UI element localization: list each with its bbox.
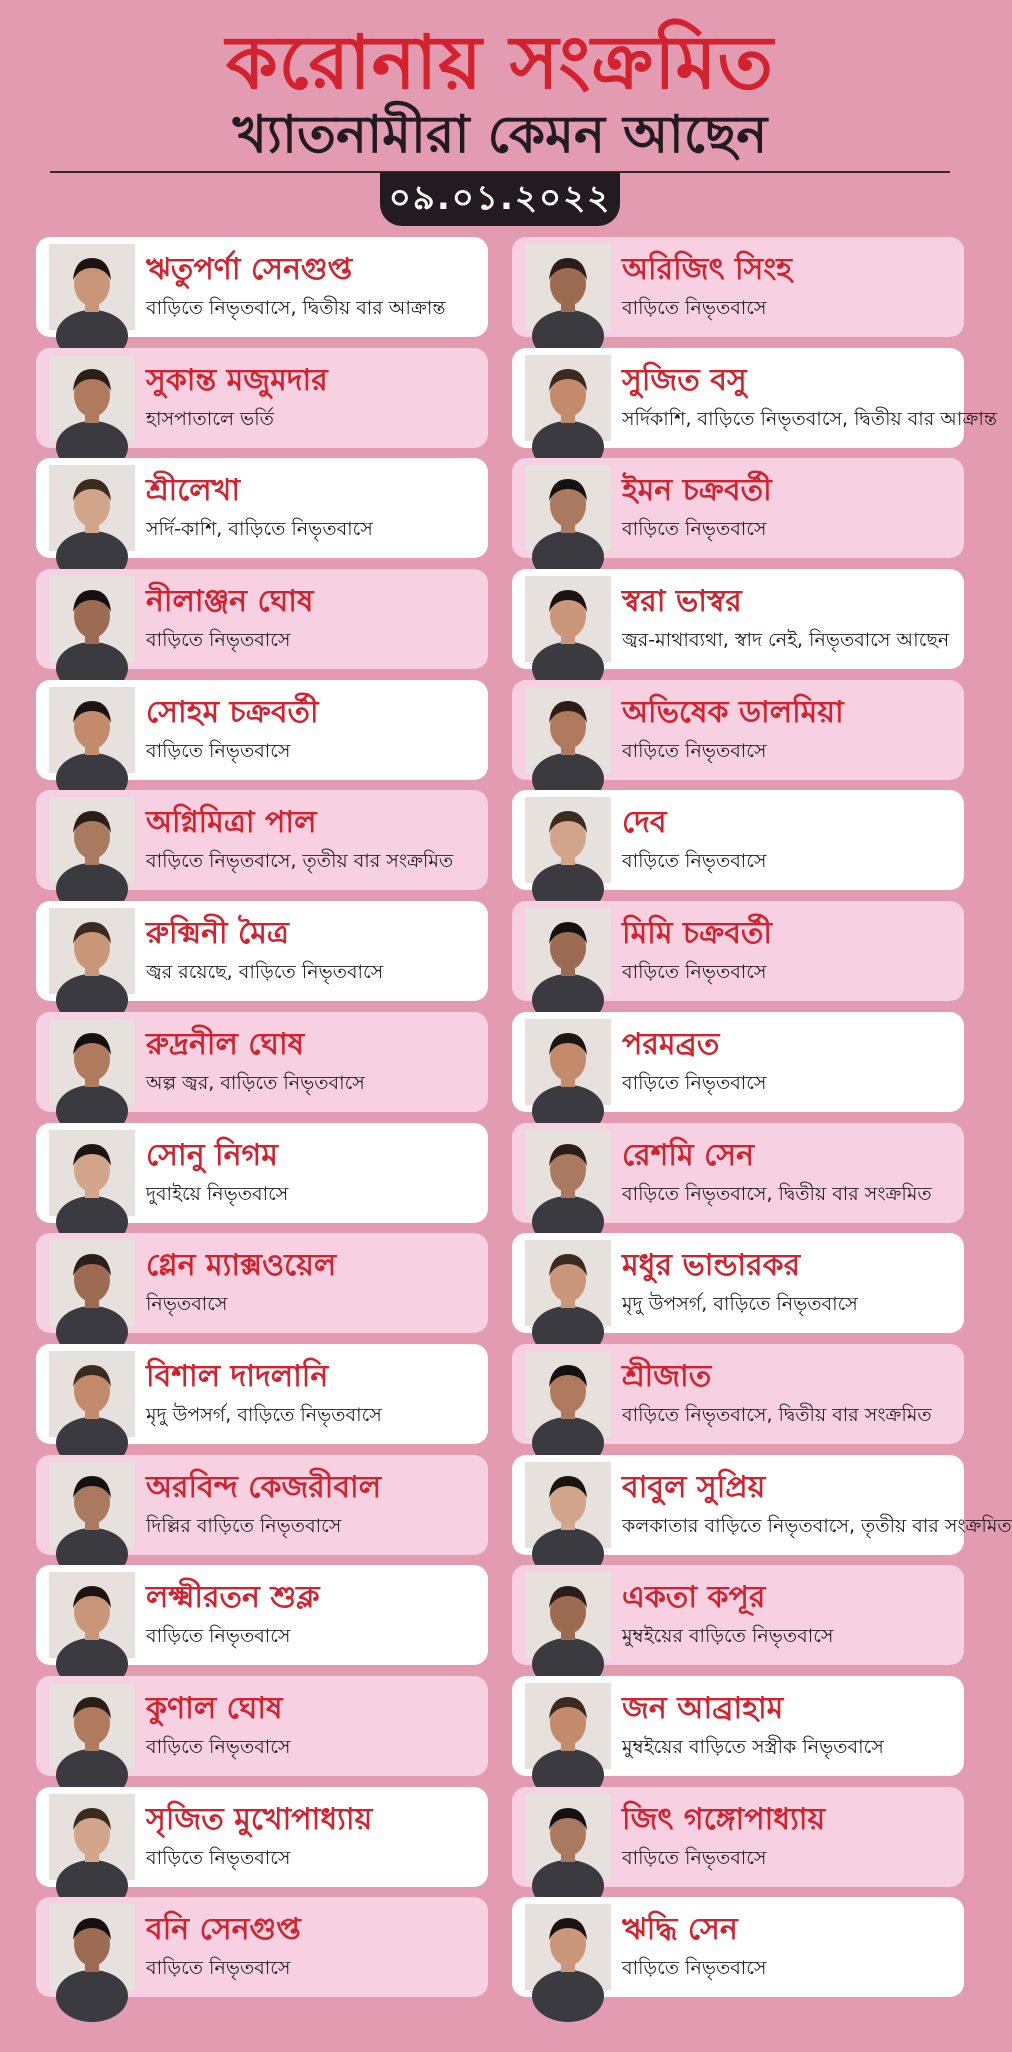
portrait-photo — [525, 355, 611, 441]
celebrity-card — [36, 1344, 488, 1444]
portrait-photo — [49, 465, 135, 551]
celebrity-name: সোনু নিগম — [146, 1137, 278, 1173]
health-status: বাড়িতে নিভৃতবাসে — [622, 1071, 767, 1094]
celebrity-name: জন আব্রাহাম — [622, 1690, 784, 1726]
portrait-photo — [525, 687, 611, 773]
health-status: বাড়িতে নিভৃতবাসে — [622, 1957, 767, 1980]
health-status: বাড়িতে নিভৃতবাসে — [622, 961, 767, 984]
portrait-photo — [49, 355, 135, 441]
celebrity-grid — [36, 237, 1012, 1997]
celebrity-card — [36, 1233, 488, 1333]
portrait-photo — [525, 1572, 611, 1658]
celebrity-name: সৃজিত মুখোপাধ্যায় — [146, 1801, 373, 1837]
health-status: বাড়িতে নিভৃতবাসে, দ্বিতীয় বার সংক্রমিত — [622, 1403, 932, 1426]
celebrity-card — [36, 790, 488, 890]
celebrity-name: বনি সেনগুপ্ত — [146, 1912, 301, 1948]
health-status: মৃদু উপসর্গ, বাড়িতে নিভৃতবাসে — [146, 1403, 382, 1426]
celebrity-card — [36, 901, 488, 1001]
health-status: বাড়িতে নিভৃতবাসে — [622, 1846, 767, 1869]
celebrity-card — [512, 348, 997, 448]
health-status: বাড়িতে নিভৃতবাসে, তৃতীয় বার সংক্রমিত — [146, 850, 454, 873]
portrait-photo — [49, 1904, 135, 1990]
celebrity-name: স্বরা ভাস্বর — [622, 584, 742, 620]
portrait-photo — [525, 908, 611, 994]
celebrity-name: সুজিত বসু — [622, 362, 747, 398]
portrait-photo — [525, 1240, 611, 1326]
celebrity-card — [36, 1676, 488, 1776]
celebrity-name: শ্রীলেখা — [146, 473, 241, 509]
celebrity-name: রুক্মিনী মৈত্র — [146, 916, 289, 952]
celebrity-card — [36, 1565, 488, 1665]
health-status: বাড়িতে নিভৃতবাসে — [146, 629, 291, 652]
portrait-photo — [525, 1794, 611, 1880]
health-status: বাড়িতে নিভৃতবাসে — [146, 739, 291, 762]
celebrity-name: পরমব্রত — [622, 1026, 720, 1062]
health-status: বাড়িতে নিভৃতবাসে — [146, 1735, 291, 1758]
celebrity-card — [512, 1787, 964, 1887]
celebrity-name: ইমন চক্রবর্তী — [622, 473, 772, 509]
health-status: দুবাইয়ে নিভৃতবাসে — [146, 1182, 289, 1205]
title-line-2: খ্যাতনামীরা কেমন আছেন — [232, 105, 768, 165]
celebrity-name: গ্লেন ম্যাক্সওয়েল — [146, 1248, 337, 1284]
celebrity-card — [36, 1787, 488, 1887]
health-status: দিল্লির বাড়িতে নিভৃতবাসে — [146, 1514, 342, 1537]
health-status: নিভৃতবাসে — [146, 1293, 228, 1316]
celebrity-card — [36, 1123, 488, 1223]
health-status: জ্বর-মাথাব্যথা, স্বাদ নেই, নিভৃতবাসে আছেন — [622, 629, 950, 652]
health-status: বাড়িতে নিভৃতবাসে — [622, 739, 767, 762]
portrait-photo — [49, 1130, 135, 1216]
portrait-photo — [49, 576, 135, 662]
celebrity-name: অগ্নিমিত্রা পাল — [146, 805, 317, 841]
celebrity-name: নীলাঞ্জন ঘোষ — [146, 584, 314, 620]
health-status: জ্বর রয়েছে, বাড়িতে নিভৃতবাসে — [146, 961, 384, 984]
celebrity-name: রুদ্রনীল ঘোষ — [146, 1026, 305, 1062]
portrait-photo — [525, 465, 611, 551]
health-status: সর্দিকাশি, বাড়িতে নিভৃতবাসে, দ্বিতীয় বার আক্রান্ত — [622, 407, 997, 430]
health-status: মৃদু উপসর্গ, বাড়িতে নিভৃতবাসে — [622, 1293, 858, 1316]
portrait-photo — [49, 1351, 135, 1437]
health-status: অল্প জ্বর, বাড়িতে নিভৃতবাসে — [146, 1071, 365, 1094]
portrait-photo — [49, 1240, 135, 1326]
celebrity-card — [512, 1897, 964, 1997]
celebrity-name: অভিষেক ডালমিয়া — [622, 694, 844, 730]
celebrity-card — [512, 1565, 964, 1665]
portrait-photo — [49, 1462, 135, 1548]
celebrity-card — [512, 1344, 964, 1444]
portrait-photo — [525, 1683, 611, 1769]
celebrity-card — [36, 1897, 488, 1997]
health-status: বাড়িতে নিভৃতবাসে, দ্বিতীয় বার সংক্রমিত — [622, 1182, 932, 1205]
portrait-photo — [525, 1904, 611, 1990]
celebrity-card — [512, 1012, 964, 1112]
celebrity-name: শ্রীজাত — [622, 1358, 712, 1394]
portrait-photo — [49, 1683, 135, 1769]
celebrity-card — [512, 1455, 1012, 1555]
portrait-photo — [525, 797, 611, 883]
celebrity-name: মিমি চক্রবর্তী — [622, 916, 772, 952]
celebrity-name: সুকান্ত মজুমদার — [146, 362, 328, 398]
header — [0, 0, 1000, 240]
celebrity-card — [36, 1012, 488, 1112]
celebrity-name: জিৎ গঙ্গোপাধ্যায় — [622, 1801, 826, 1837]
portrait-photo — [49, 244, 135, 330]
celebrity-card — [512, 680, 964, 780]
portrait-photo — [49, 687, 135, 773]
health-status: বাড়িতে নিভৃতবাসে — [146, 1846, 291, 1869]
celebrity-card — [512, 901, 964, 1001]
portrait-photo — [525, 1019, 611, 1105]
celebrity-name: একতা কপূর — [622, 1580, 766, 1616]
health-status: বাড়িতে নিভৃতবাসে — [622, 297, 767, 319]
portrait-photo — [49, 908, 135, 994]
celebrity-name: দেব — [622, 805, 667, 841]
celebrity-card — [512, 790, 964, 890]
portrait-photo — [525, 576, 611, 662]
celebrity-card — [512, 1676, 964, 1776]
celebrity-card — [512, 1123, 964, 1223]
portrait-photo — [525, 244, 611, 330]
celebrity-name: লক্ষ্মীরতন শুক্ল — [146, 1580, 320, 1616]
health-status: বাড়িতে নিভৃতবাসে — [146, 1957, 291, 1980]
celebrity-name: কুণাল ঘোষ — [146, 1690, 283, 1726]
health-status: হাসপাতালে ভর্তি — [146, 407, 274, 430]
celebrity-card — [36, 1455, 488, 1555]
celebrity-card — [512, 569, 964, 669]
celebrity-card — [512, 237, 964, 337]
health-status: বাড়িতে নিভৃতবাসে — [622, 518, 767, 541]
celebrity-name: অরিজিৎ সিংহ — [622, 252, 793, 287]
health-status: বাড়িতে নিভৃতবাসে — [146, 1625, 291, 1648]
celebrity-card — [36, 348, 488, 448]
portrait-photo — [49, 1019, 135, 1105]
celebrity-name: রেশমি সেন — [622, 1137, 755, 1173]
celebrity-name: বিশাল দাদলানি — [146, 1358, 329, 1394]
health-status: সর্দি-কাশি, বাড়িতে নিভৃতবাসে — [146, 518, 373, 541]
celebrity-card — [36, 569, 488, 669]
health-status: মুম্বইয়ের বাড়িতে সস্ত্রীক নিভৃতবাসে — [622, 1735, 884, 1758]
celebrity-card — [36, 237, 488, 337]
portrait-photo — [525, 1462, 611, 1548]
celebrity-name: অরবিন্দ কেজরীবাল — [146, 1469, 382, 1505]
title-line-1: করোনায় সংক্রমিত — [225, 20, 775, 106]
portrait-photo — [49, 1572, 135, 1658]
portrait-photo — [49, 797, 135, 883]
health-status: বাড়িতে নিভৃতবাসে, দ্বিতীয় বার আক্রান্ত — [146, 297, 446, 319]
portrait-photo — [525, 1351, 611, 1437]
health-status: মুম্বইয়ের বাড়িতে নিভৃতবাসে — [622, 1625, 834, 1648]
celebrity-name: ঋদ্ধি সেন — [622, 1912, 738, 1948]
celebrity-name: মধুর ভান্ডারকর — [622, 1248, 801, 1284]
celebrity-name: সোহম চক্রবর্তী — [146, 694, 319, 730]
celebrity-card — [512, 458, 964, 558]
portrait-photo — [525, 1130, 611, 1216]
health-status: বাড়িতে নিভৃতবাসে — [622, 850, 767, 873]
celebrity-card — [36, 458, 488, 558]
celebrity-name: বাবুল সুপ্রিয় — [622, 1469, 766, 1505]
date-badge: ০৯.০১.২০২২ — [380, 172, 620, 226]
celebrity-card — [512, 1233, 964, 1333]
health-status: কলকাতার বাড়িতে নিভৃতবাসে, তৃতীয় বার সংক্রমিত — [622, 1514, 1012, 1537]
celebrity-name: ঋতুপর্ণা সেনগুপ্ত — [146, 252, 353, 287]
celebrity-card — [36, 680, 488, 780]
portrait-photo — [49, 1794, 135, 1880]
